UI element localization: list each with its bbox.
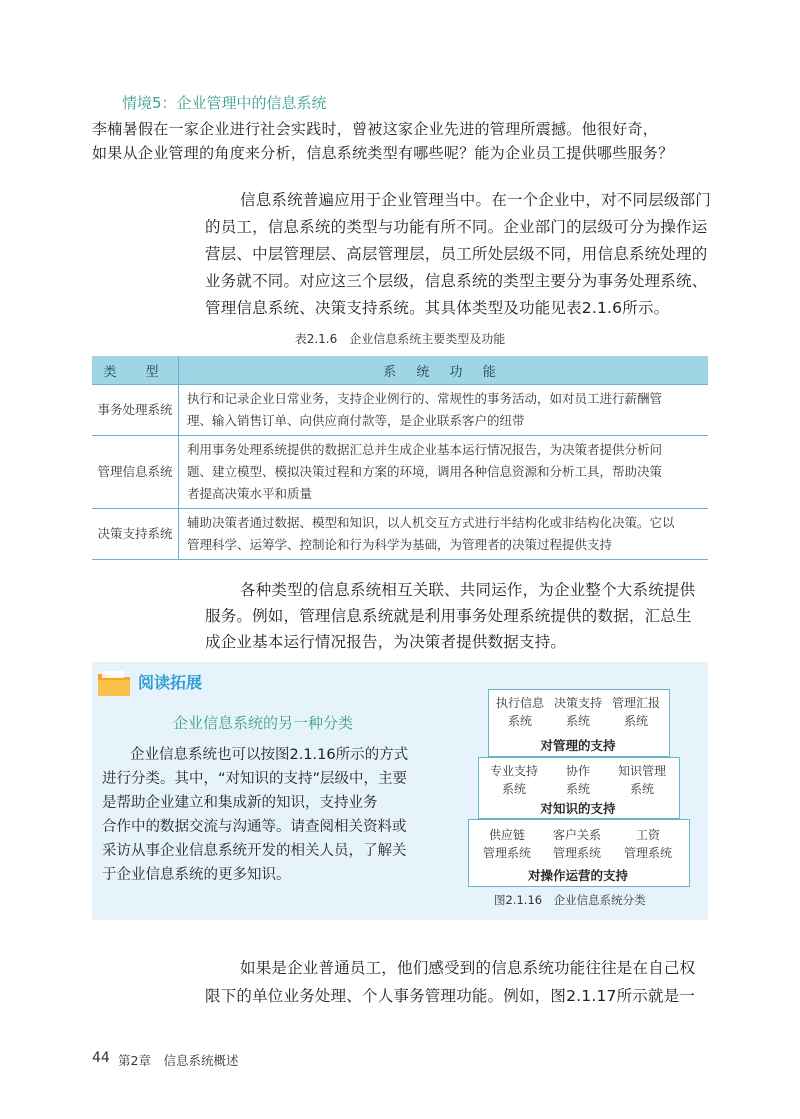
table-header-type: 类 型 xyxy=(92,356,179,385)
function-line: 理、输入销售订单、向供应商付款等，是企业联系客户的纽带 xyxy=(187,413,525,428)
scenario-title: 情境5：企业管理中的信息系统 xyxy=(122,94,327,112)
folder-icon xyxy=(96,668,132,698)
extension-line: 合作中的数据交流与沟通等。请查阅相关资料或 xyxy=(102,819,407,835)
function-line: 管理科学、运筹学、控制论和行为科学为基础，为管理者的决策过程提供支持 xyxy=(187,537,613,552)
table-cell-function xyxy=(179,509,709,560)
chapter-label: 第2章 信息系统概述 xyxy=(118,1053,239,1068)
function-line: 题、建立模型、模拟决策过程和方案的环境，调用各种信息资源和分析工具，帮助决策 xyxy=(187,464,663,479)
systems-table xyxy=(92,356,708,560)
paragraph-line: 成企业基本运行情况报告，为决策者提供数据支持。 xyxy=(205,633,567,651)
function-line: 执行和记录企业日常业务，支持企业例行的、常规性的事务活动，如对员工进行薪酬管 xyxy=(187,391,663,406)
function-line: 辅助决策者通过数据、模型和知识，以人机交互方式进行半结构化或非结构化决策。它以 xyxy=(187,515,675,530)
table-row xyxy=(92,385,708,436)
figure-caption: 图2.1.16 企业信息系统分类 xyxy=(494,893,646,907)
figure-cell: 客户关系 管理系统 xyxy=(552,828,601,860)
extension-line: 采访从事企业信息系统开发的相关人员，了解关 xyxy=(102,843,407,859)
figure-level-label: 对管理的支持 xyxy=(540,738,616,753)
table-cell-type: 决策支持系统 xyxy=(92,509,179,560)
table-row xyxy=(92,436,708,509)
figure-cell: 管理汇报 系统 xyxy=(611,696,660,728)
page-number: 44 xyxy=(92,1050,110,1066)
table-header-row xyxy=(92,356,708,385)
extension-line: 企业信息系统也可以按图2.1.16所示的方式 xyxy=(130,747,409,763)
extension-line: 是帮助企业建立和集成新的知识，支持业务 xyxy=(102,795,378,811)
figure-cell: 专业支持 系统 xyxy=(489,764,538,796)
paragraph-line: 各种类型的信息系统相互关联、共同运作，为企业整个大系统提供 xyxy=(240,581,696,599)
figure-cell: 协作 系统 xyxy=(565,764,590,796)
function-line: 利用事务处理系统提供的数据汇总并生成企业基本运行情况报告，为决策者提供分析问 xyxy=(187,442,663,457)
figure-level-label: 对知识的支持 xyxy=(540,801,616,816)
figure-cell: 决策支持 系统 xyxy=(553,696,602,728)
paragraph-line: 限下的单位业务处理、个人事务管理功能。例如，图2.1.17所示就是一 xyxy=(205,987,696,1005)
figure-cell: 知识管理 系统 xyxy=(617,764,666,796)
reading-extension-label: 阅读拓展 xyxy=(138,673,203,692)
table-cell-function xyxy=(179,385,709,436)
extension-line: 于企业信息系统的更多知识。 xyxy=(102,867,291,883)
table-cell-function xyxy=(179,436,709,509)
paragraph-line: 如果是企业普通员工，他们感受到的信息系统功能往往是在自己权 xyxy=(240,959,696,977)
scenario-line-2: 如果从企业管理的角度来分析，信息系统类型有哪些呢？能为企业员工提供哪些服务？ xyxy=(92,144,674,162)
table-header-function: 系 统 功 能 xyxy=(179,356,709,385)
reading-extension-subtitle: 企业信息系统的另一种分类 xyxy=(173,714,354,732)
extension-line: 进行分类。其中，“对知识的支持”层级中，主要 xyxy=(102,771,408,787)
scenario-line-1: 李楠暑假在一家企业进行社会实践时，曾被这家企业先进的管理所震撼。他很好奇， xyxy=(92,120,659,138)
figure-level-label: 对操作运营的支持 xyxy=(527,868,628,883)
paragraph-line: 服务。例如，管理信息系统就是利用事务处理系统提供的数据，汇总生 xyxy=(205,607,692,625)
figure-cell: 工资 管理系统 xyxy=(623,828,672,860)
paragraph-line: 营层、中层管理层、高层管理层，员工所处层级不同，用信息系统处理的 xyxy=(205,245,708,263)
table-caption: 表2.1.6 企业信息系统主要类型及功能 xyxy=(294,332,506,346)
paragraph-line: 信息系统普遍应用于企业管理当中。在一个企业中，对不同层级部门 xyxy=(240,191,712,209)
figure-cell: 供应链 管理系统 xyxy=(482,828,531,860)
paragraph-line: 业务就不同。对应这三个层级，信息系统的类型主要分为事务处理系统、 xyxy=(205,272,708,290)
table-cell-type: 管理信息系统 xyxy=(92,436,179,509)
function-line: 者提高决策水平和质量 xyxy=(187,486,313,501)
table-row xyxy=(92,509,708,560)
paragraph-line: 管理信息系统、决策支持系统。其具体类型及功能见表2.1.6所示。 xyxy=(205,299,670,317)
table-cell-type: 事务处理系统 xyxy=(92,385,179,436)
figure-cell: 执行信息 系统 xyxy=(495,696,544,728)
paragraph-line: 的员工，信息系统的类型与功能有所不同。企业部门的层级可分为操作运 xyxy=(205,218,708,236)
